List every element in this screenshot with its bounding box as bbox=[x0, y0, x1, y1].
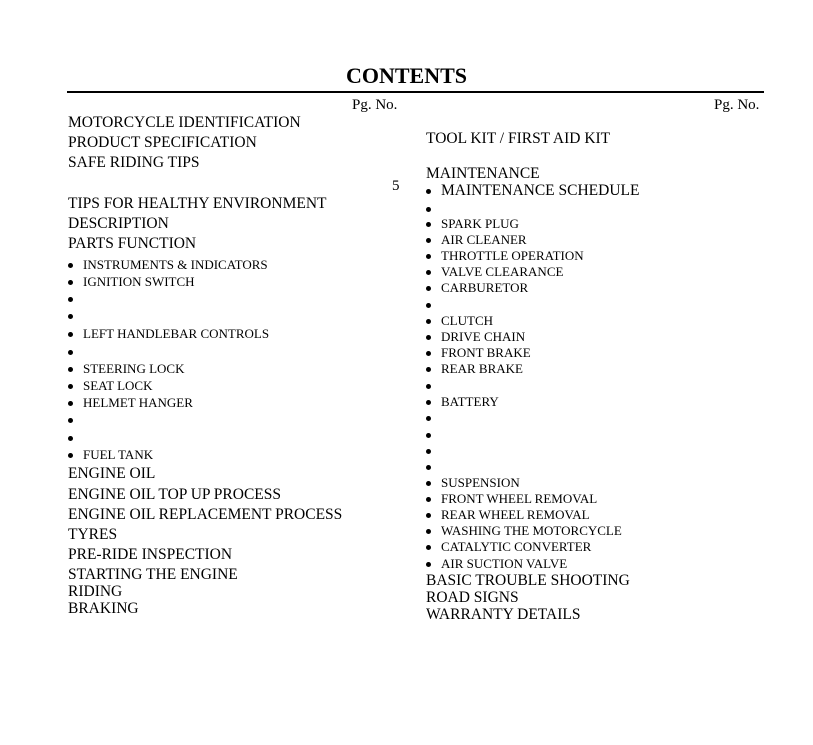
right-sub-entry: CLUTCH bbox=[441, 313, 493, 328]
page-title: CONTENTS bbox=[345, 63, 468, 88]
bullet-icon bbox=[426, 449, 431, 454]
left-sub-entry: SEAT LOCK bbox=[83, 378, 153, 393]
right-sub-entry: MAINTENANCE SCHEDULE bbox=[441, 182, 640, 199]
left-heading-entry: RIDING bbox=[68, 583, 123, 600]
left-heading-entry: DESCRIPTION bbox=[68, 215, 169, 232]
right-sub-entry: SUSPENSION bbox=[441, 475, 520, 490]
left-sub-entry: IGNITION SWITCH bbox=[83, 274, 195, 289]
right-sub-entry: FRONT WHEEL REMOVAL bbox=[441, 491, 598, 506]
left-page-number-header: Pg. No. bbox=[352, 97, 398, 113]
left-heading-entry: SAFE RIDING TIPS bbox=[68, 154, 200, 171]
bullet-icon bbox=[426, 189, 431, 194]
bullet-icon bbox=[426, 319, 431, 324]
left-heading-entry: PRODUCT SPECIFICATION bbox=[68, 134, 257, 151]
bullet-icon bbox=[426, 367, 431, 372]
left-heading-entry: MOTORCYCLE IDENTIFICATION bbox=[68, 114, 301, 131]
left-sub-entry: HELMET HANGER bbox=[83, 395, 193, 410]
bullet-icon bbox=[426, 270, 431, 275]
bullet-icon bbox=[68, 263, 73, 268]
bullet-icon bbox=[426, 545, 431, 550]
bullet-icon bbox=[426, 222, 431, 227]
bullet-icon bbox=[426, 384, 431, 389]
bullet-icon bbox=[68, 350, 73, 355]
right-sub-entry: AIR CLEANER bbox=[441, 232, 527, 247]
bullet-icon bbox=[426, 416, 431, 421]
bullet-icon bbox=[68, 401, 73, 406]
right-sub-entry: DRIVE CHAIN bbox=[441, 329, 526, 344]
bullet-icon bbox=[68, 418, 73, 423]
right-sub-entry: AIR SUCTION VALVE bbox=[441, 556, 568, 571]
left-heading-entry: TYRES bbox=[68, 526, 118, 543]
right-sub-entry: CARBURETOR bbox=[441, 280, 529, 295]
left-heading-entry: ENGINE OIL bbox=[68, 465, 156, 482]
right-heading-entry: WARRANTY DETAILS bbox=[426, 606, 581, 623]
left-sub-entry: INSTRUMENTS & INDICATORS bbox=[83, 257, 268, 272]
bullet-icon bbox=[426, 335, 431, 340]
bullet-icon bbox=[426, 513, 431, 518]
right-sub-entry: THROTTLE OPERATION bbox=[441, 248, 584, 263]
bullet-icon bbox=[426, 238, 431, 243]
bullet-icon bbox=[426, 207, 431, 212]
page-number: 5 bbox=[392, 178, 400, 194]
bullet-icon bbox=[426, 254, 431, 259]
right-sub-entry: SPARK PLUG bbox=[441, 216, 519, 231]
bullet-icon bbox=[68, 453, 73, 458]
right-heading-entry: ROAD SIGNS bbox=[426, 589, 519, 606]
left-sub-entry: FUEL TANK bbox=[83, 447, 154, 462]
bullet-icon bbox=[426, 303, 431, 308]
bullet-icon bbox=[68, 384, 73, 389]
bullet-icon bbox=[426, 497, 431, 502]
bullet-icon bbox=[426, 351, 431, 356]
left-heading-entry: STARTING THE ENGINE bbox=[68, 566, 238, 583]
title-rule bbox=[67, 91, 764, 93]
right-sub-entry: FRONT BRAKE bbox=[441, 345, 531, 360]
bullet-icon bbox=[68, 280, 73, 285]
right-heading-entry: TOOL KIT / FIRST AID KIT bbox=[426, 130, 611, 147]
bullet-icon bbox=[426, 400, 431, 405]
left-heading-entry: BRAKING bbox=[68, 600, 139, 617]
right-sub-entry: REAR WHEEL REMOVAL bbox=[441, 507, 590, 522]
left-sub-entry: LEFT HANDLEBAR CONTROLS bbox=[83, 326, 270, 341]
bullet-icon bbox=[426, 465, 431, 470]
left-sub-entry: STEERING LOCK bbox=[83, 361, 185, 376]
bullet-icon bbox=[426, 529, 431, 534]
bullet-icon bbox=[68, 367, 73, 372]
bullet-icon bbox=[68, 436, 73, 441]
right-page-number-header: Pg. No. bbox=[714, 97, 760, 113]
left-heading-entry: ENGINE OIL TOP UP PROCESS bbox=[68, 486, 282, 503]
bullet-icon bbox=[426, 481, 431, 486]
left-heading-entry: PRE-RIDE INSPECTION bbox=[68, 546, 233, 563]
right-sub-entry: REAR BRAKE bbox=[441, 361, 523, 376]
bullet-icon bbox=[68, 297, 73, 302]
right-sub-entry: WASHING THE MOTORCYCLE bbox=[441, 523, 622, 538]
right-sub-entry: BATTERY bbox=[441, 394, 499, 409]
right-sub-entry: VALVE CLEARANCE bbox=[441, 264, 564, 279]
bullet-icon bbox=[426, 433, 431, 438]
bullet-icon bbox=[426, 562, 431, 567]
left-heading-entry: PARTS FUNCTION bbox=[68, 235, 197, 252]
bullet-icon bbox=[68, 314, 73, 319]
left-heading-entry: TIPS FOR HEALTHY ENVIRONMENT bbox=[68, 195, 327, 212]
left-heading-entry: ENGINE OIL REPLACEMENT PROCESS bbox=[68, 506, 343, 523]
right-sub-entry: CATALYTIC CONVERTER bbox=[441, 539, 592, 554]
bullet-icon bbox=[68, 332, 73, 337]
right-heading-entry: MAINTENANCE bbox=[426, 165, 540, 182]
right-heading-entry: BASIC TROUBLE SHOOTING bbox=[426, 572, 630, 589]
bullet-icon bbox=[426, 286, 431, 291]
